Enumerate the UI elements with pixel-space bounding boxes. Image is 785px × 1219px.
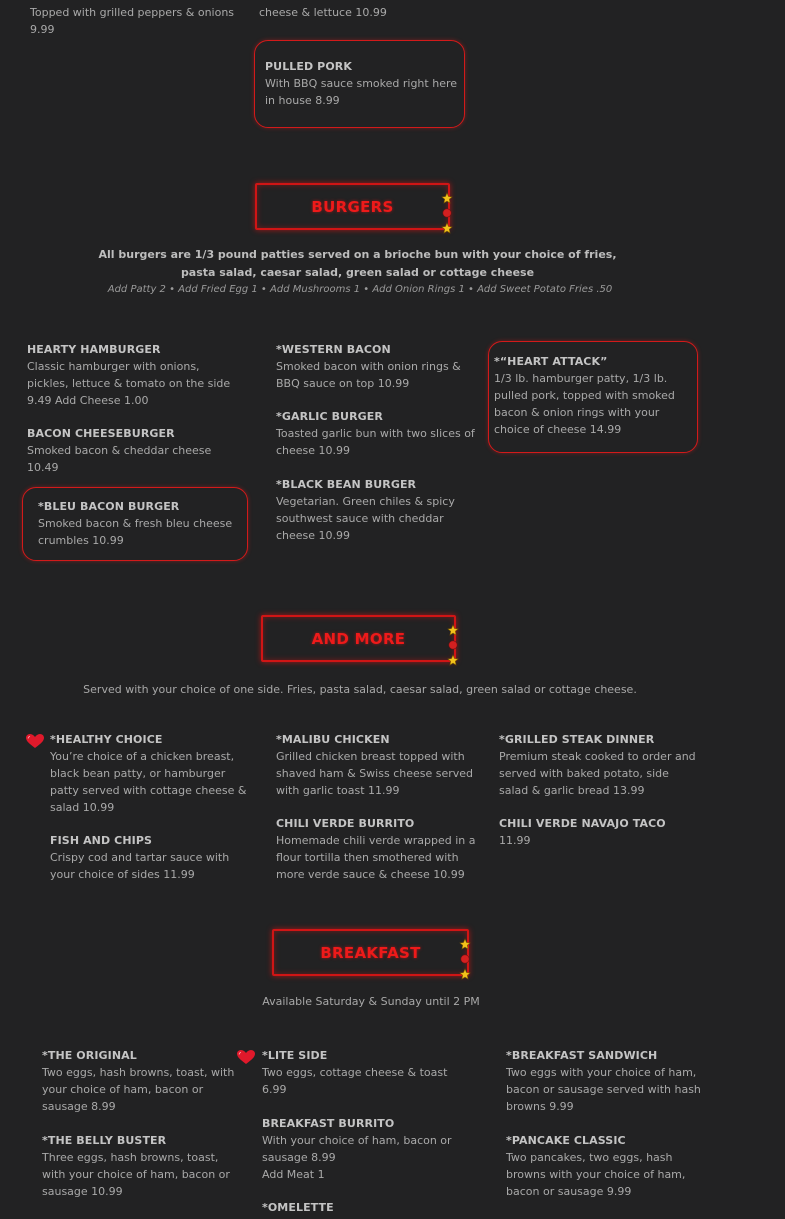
item-name: *OMELETTE <box>262 1201 334 1214</box>
item-description: Vegetarian. Green chiles & spicy southwest sauce with cheddar cheese 10.99 <box>276 495 455 542</box>
section-header-burgers <box>255 183 450 230</box>
item-name: FISH AND CHIPS <box>50 834 153 847</box>
item-name: *MALIBU CHICKEN <box>276 733 390 746</box>
menu-item-heart-attack <box>494 353 694 438</box>
item-description: Toasted garlic bun with two slices of cheese 10.99 <box>276 427 475 457</box>
menu-item-western-bacon <box>276 341 476 392</box>
item-name: *THE BELLY BUSTER <box>42 1134 167 1147</box>
menu-item-breakfast-burrito <box>262 1115 462 1183</box>
star-icon <box>441 192 453 234</box>
section-header-breakfast <box>272 929 469 976</box>
item-description: With BBQ sauce smoked right here in house 8.99 <box>265 77 458 107</box>
item-name: *PANCAKE CLASSIC <box>506 1134 626 1147</box>
item-description: Two pancakes, two eggs, hash browns with your choice of ham, bacon or sausage 9.99 <box>506 1151 686 1198</box>
menu-item-chili-verde-navajo-taco <box>499 815 699 849</box>
menu-item-chili-verde-burrito <box>276 815 476 883</box>
item-description: cheese & lettuce 10.99 <box>259 6 387 19</box>
item-description: Smoked bacon & fresh bleu cheese crumbles 10.99 <box>38 517 233 547</box>
item-description: Two eggs, cottage cheese & toast 6.99 <box>262 1066 448 1096</box>
item-name: PULLED PORK <box>265 60 352 73</box>
heart-icon <box>236 1049 256 1065</box>
menu-item-omelette <box>262 1199 462 1216</box>
section-header-and-more <box>261 615 456 662</box>
item-description: 1/3 lb. hamburger patty, 1/3 lb. pulled pork, topped with smoked bacon & onion rings with your choice of cheese 14.99 <box>494 372 675 436</box>
item-description: Grilled chicken breast topped with shaved ham & Swiss cheese served with garlic toast 11.99 <box>276 750 474 797</box>
item-price: 9.99 <box>30 23 55 36</box>
item-description: Smoked bacon & cheddar cheese 10.49 <box>27 444 212 474</box>
item-name: *BLEU BACON BURGER <box>38 500 180 513</box>
menu-item-the-original <box>42 1047 242 1115</box>
menu-item-pancake-classic <box>506 1132 706 1200</box>
item-extra: Add Meat 1 <box>262 1168 325 1181</box>
menu-item-partial-right <box>259 4 459 21</box>
section-title: BURGERS <box>311 197 394 216</box>
item-name: *BLACK BEAN BURGER <box>276 478 417 491</box>
and-more-note: Served with your choice of one side. Fries, pasta salad, caesar salad, green salad or cottage cheese. <box>83 683 637 696</box>
item-name: *GARLIC BURGER <box>276 410 383 423</box>
item-description: Two eggs with your choice of ham, bacon or sausage served with hash browns 9.99 <box>506 1066 701 1113</box>
menu-item-hearty-hamburger <box>27 341 237 409</box>
menu-item-bleu-bacon-burger <box>38 498 238 549</box>
item-description: 11.99 <box>499 834 531 847</box>
item-name: CHILI VERDE NAVAJO TACO <box>499 817 666 830</box>
item-name: BACON CHEESEBURGER <box>27 427 175 440</box>
star-icon <box>459 938 471 980</box>
breakfast-note: Available Saturday & Sunday until 2 PM <box>262 995 480 1008</box>
item-description: Smoked bacon with onion rings & BBQ sauce on top 10.99 <box>276 360 461 390</box>
burgers-note: All burgers are 1/3 pound patties served on a brioche bun with your choice of fries, pasta salad, caesar salad, green salad or cottage cheese <box>98 248 617 279</box>
item-description: You’re choice of a chicken breast, black bean patty, or hamburger patty served with cottage cheese & salad 10.99 <box>50 750 247 814</box>
menu-item-partial-left <box>30 4 245 38</box>
item-name: *HEALTHY CHOICE <box>50 733 163 746</box>
heart-icon <box>25 733 45 749</box>
item-name: *THE ORIGINAL <box>42 1049 137 1062</box>
item-name: *“HEART ATTACK” <box>494 355 608 368</box>
item-name: *WESTERN BACON <box>276 343 391 356</box>
burgers-addons: Add Patty 2 • Add Fried Egg 1 • Add Mushrooms 1 • Add Onion Rings 1 • Add Sweet Potato Fries .50 <box>107 284 613 295</box>
item-description: With your choice of ham, bacon or sausage 8.99 <box>262 1134 452 1164</box>
item-description: Classic hamburger with onions, pickles, lettuce & tomato on the side 9.49 Add Cheese 1.00 <box>27 360 231 407</box>
menu-item-bacon-cheeseburger <box>27 425 237 476</box>
section-title: BREAKFAST <box>320 943 421 962</box>
item-name: HEARTY HAMBURGER <box>27 343 161 356</box>
item-name: *BREAKFAST SANDWICH <box>506 1049 658 1062</box>
menu-item-grilled-steak-dinner <box>499 731 699 799</box>
menu-item-the-belly-buster <box>42 1132 242 1200</box>
star-icon <box>447 624 459 666</box>
item-description: Premium steak cooked to order and served with baked potato, side salad & garlic bread 13.99 <box>499 750 696 797</box>
menu-item-lite-side <box>262 1047 462 1098</box>
item-description: Homemade chili verde wrapped in a flour tortilla then smothered with more verde sauce & cheese 10.99 <box>276 834 476 881</box>
menu-item-black-bean-burger <box>276 476 476 544</box>
menu-item-garlic-burger <box>276 408 476 459</box>
item-description: Two eggs, hash browns, toast, with your choice of ham, bacon or sausage 8.99 <box>42 1066 235 1113</box>
item-description: Crispy cod and tartar sauce with your choice of sides 11.99 <box>50 851 230 881</box>
item-name: CHILI VERDE BURRITO <box>276 817 415 830</box>
item-description: Topped with grilled peppers & onions <box>30 6 235 19</box>
item-name: *LITE SIDE <box>262 1049 328 1062</box>
item-name: *GRILLED STEAK DINNER <box>499 733 655 746</box>
menu-item-breakfast-sandwich <box>506 1047 706 1115</box>
item-description: Three eggs, hash browns, toast, with your choice of ham, bacon or sausage 10.99 <box>42 1151 230 1198</box>
menu-item-malibu-chicken <box>276 731 476 799</box>
menu-item-healthy-choice <box>50 731 250 816</box>
menu-item-pulled-pork <box>265 58 460 109</box>
menu-item-fish-and-chips <box>50 832 250 883</box>
section-title: AND MORE <box>311 629 406 648</box>
item-name: BREAKFAST BURRITO <box>262 1117 395 1130</box>
